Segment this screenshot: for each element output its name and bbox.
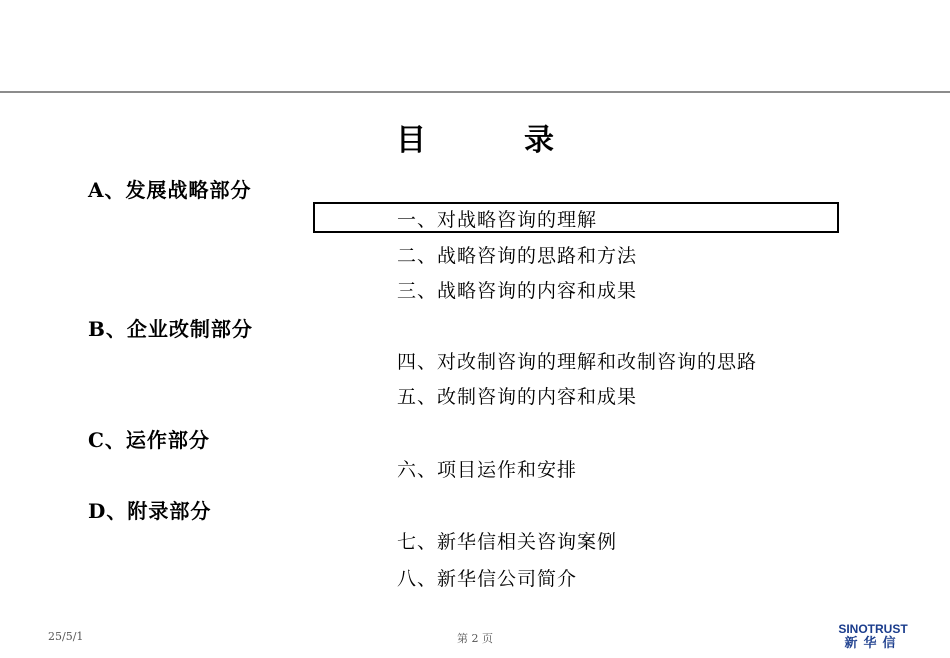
toc-item-7[interactable]: 七、新华信相关咨询案例 xyxy=(397,531,618,553)
section-a-heading: A、发展战略部分 xyxy=(88,178,252,202)
logo-chinese: 新华信 xyxy=(844,636,902,651)
toc-item-1[interactable]: 一、对战略咨询的理解 xyxy=(397,209,598,231)
footer-date: 25/5/1 xyxy=(48,630,84,643)
toc-item-4[interactable]: 四、对改制咨询的理解和改制咨询的思路 xyxy=(397,351,758,373)
toc-item-3[interactable]: 三、战略咨询的内容和成果 xyxy=(397,280,638,302)
header-divider xyxy=(0,91,950,93)
section-b-heading: B、企业改制部分 xyxy=(88,317,253,341)
toc-item-8[interactable]: 八、新华信公司简介 xyxy=(397,568,578,590)
page-number: 第 2 页 xyxy=(457,632,493,645)
section-d-heading: D、附录部分 xyxy=(88,499,212,523)
toc-item-2[interactable]: 二、战略咨询的思路和方法 xyxy=(397,245,638,267)
toc-item-5[interactable]: 五、改制咨询的内容和成果 xyxy=(397,386,638,408)
section-c-heading: C、运作部分 xyxy=(88,428,210,452)
page-title: 目 录 xyxy=(396,123,588,158)
toc-item-6[interactable]: 六、项目运作和安排 xyxy=(397,459,578,481)
logo-english: SINOTRUST xyxy=(838,622,908,636)
sinotrust-logo xyxy=(836,623,910,651)
